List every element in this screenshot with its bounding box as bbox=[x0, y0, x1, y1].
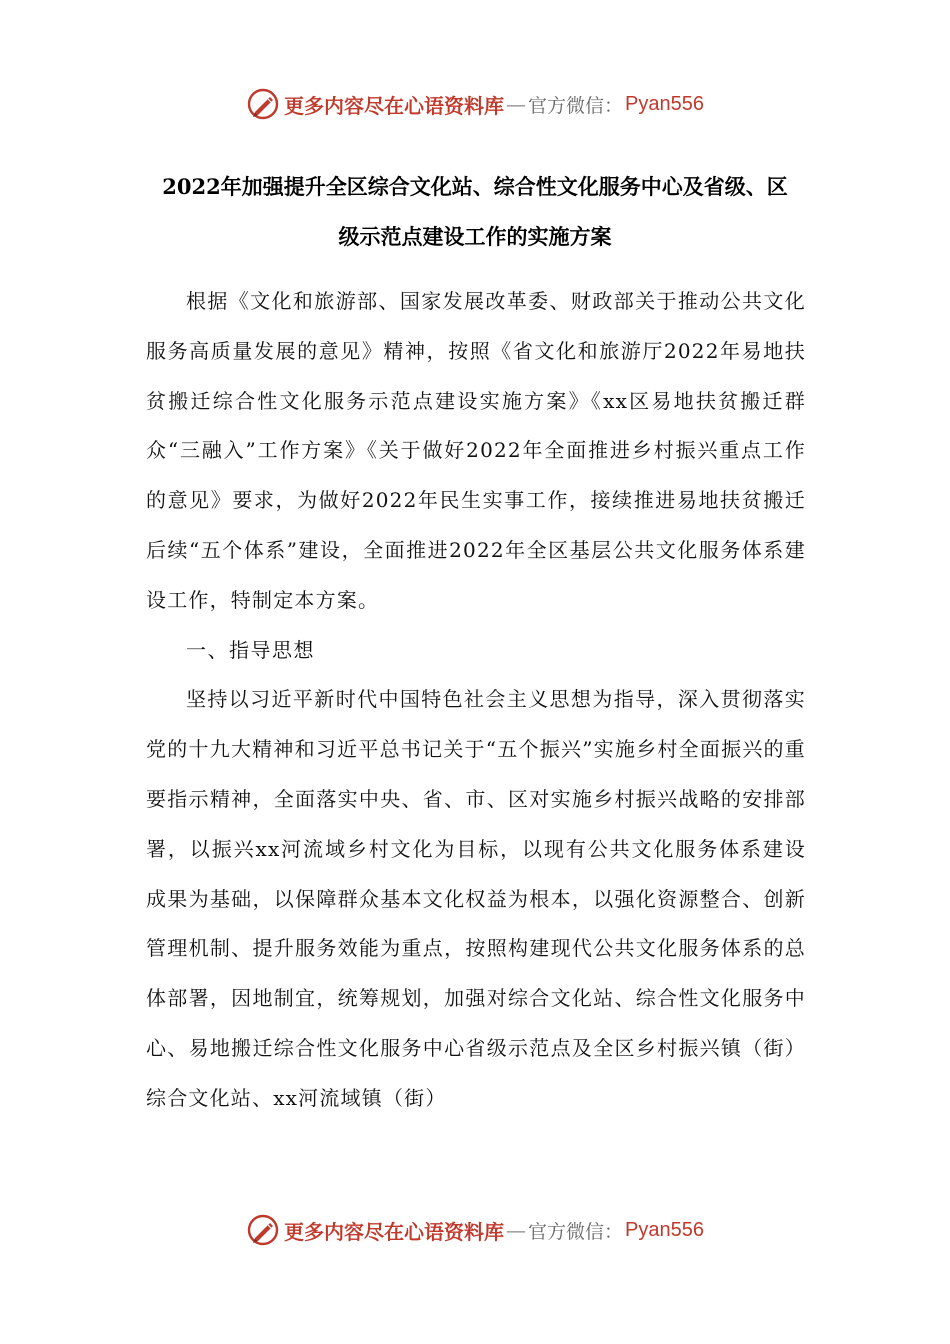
document-title-line2: 级示范点建设工作的实施方案 bbox=[338, 224, 612, 249]
pen-logo-icon bbox=[246, 1213, 280, 1247]
document-title-line1: 2022年加强提升全区综合文化站、综合性文化服务中心及省级、区 bbox=[162, 174, 788, 199]
body-paragraph-2: 坚持以习近平新时代中国特色社会主义思想为指导，深入贯彻落实党的十九大精神和习近平总书记关于“五个振兴”实施乡村全面振兴的重要指示精神，全面落实中央、省、市、区对实施乡村振兴战略的安排部署，以振兴xx河流域乡村文化为目标，以现有公共文化服务体系建设成果为基础，以保障群众基本文化权益为根本，以强化资源整合、创新管理机制、提升服务效能为重点，按照构建现代公共文化服务体系的总体部署，因地制宜，统筹规划，加强对综合文化站、综合性文化服务中心、易地搬迁综合性文化服务中心省级示范点及全区乡村振兴镇（街）综合文化站、xx河流域镇（街） bbox=[146, 687, 806, 1110]
watermark-dash: — bbox=[506, 92, 526, 116]
watermark-contact-id: Pyan556 bbox=[625, 1218, 704, 1241]
watermark-contact-id: Pyan556 bbox=[625, 92, 704, 115]
footer-watermark bbox=[0, 1210, 950, 1250]
watermark-site-text: 更多内容尽在心语资料库 bbox=[284, 93, 504, 118]
header-watermark bbox=[0, 84, 950, 124]
watermark-dash: — bbox=[506, 1218, 526, 1242]
body-paragraph-1: 根据《文化和旅游部、国家发展改革委、财政部关于推动公共文化服务高质量发展的意见》精神，按照《省文化和旅游厅2022年易地扶贫搬迁综合性文化服务示范点建设实施方案》《xx区易地扶贫搬迁群众“三融入”工作方案》《关于做好2022年全面推进乡村振兴重点工作的意见》要求，为做好2022年民生实事工作，接续推进易地扶贫搬迁后续“五个体系”建设，全面推进2022年全区基层公共文化服务体系建设工作，特制定本方案。 bbox=[146, 289, 806, 612]
section-heading-guiding-ideology: 一、指导思想 bbox=[186, 637, 315, 662]
watermark-site-text: 更多内容尽在心语资料库 bbox=[284, 1219, 504, 1244]
watermark-contact-label: 官方微信： bbox=[528, 94, 624, 117]
document-body bbox=[146, 277, 806, 1124]
pen-logo-icon bbox=[246, 87, 280, 121]
watermark-contact-label: 官方微信： bbox=[528, 1220, 624, 1243]
